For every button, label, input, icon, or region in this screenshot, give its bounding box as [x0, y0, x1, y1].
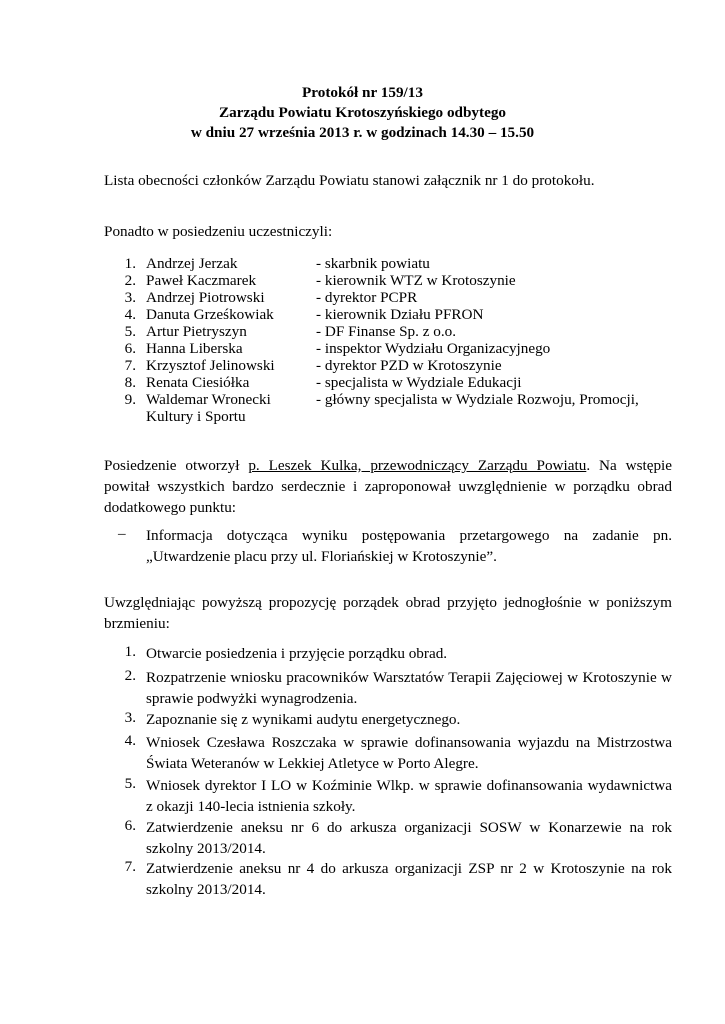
participant-role: - dyrektor PCPR [316, 289, 418, 306]
participant-role: - dyrektor PZD w Krotoszynie [316, 357, 502, 374]
participant-role: - DF Finanse Sp. z o.o. [316, 323, 457, 340]
participant-number: 5. [124, 323, 136, 340]
participant-name: Paweł Kaczmarek [146, 272, 257, 289]
agenda-item-number: 5. [124, 775, 136, 792]
added-agenda-point: Informacja dotycząca wyniku postępowania przetargowego na zadanie pn. „Utwardzenie placu przy ul. Floriańskiej w Krotoszynie”. [146, 527, 672, 565]
agenda-item-number: 1. [124, 643, 136, 660]
agenda-item-number: 7. [124, 858, 136, 875]
protocol-title: Protokół nr 159/13 [302, 84, 423, 101]
chairman-name: p. Leszek Kulka, przewodniczący Zarządu Powiatu [248, 457, 587, 474]
participant-name: Artur Pietryszyn [146, 323, 247, 340]
participant-number: 3. [124, 289, 136, 306]
agenda-item-text: Wniosek Czesława Roszczaka w sprawie dofinansowania wyjazdu na Mistrzostwa Świata Weteranów w Lekkiej Atletyce w Porto Alegre. [146, 734, 672, 772]
agenda-item-text: Zatwierdzenie aneksu nr 4 do arkusza organizacji ZSP nr 2 w Krotoszynie na rok szkolny 2013/2014. [146, 860, 672, 898]
participant-name: Andrzej Jerzak [146, 255, 238, 272]
agenda-item-text: Zapoznanie się z wynikami audytu energetycznego. [146, 711, 461, 728]
participant-role: - kierownik WTZ w Krotoszynie [316, 272, 516, 289]
agenda-item-text: Wniosek dyrektor I LO w Koźminie Wlkp. w sprawie dofinansowania wydawnictwa z okazji 140-lecia istnienia szkoły. [146, 777, 672, 815]
participant-role-continuation: Kultury i Sportu [146, 408, 246, 425]
agenda-item-text: Zatwierdzenie aneksu nr 6 do arkusza organizacji SOSW w Konarzewie na rok szkolny 2013/2014. [146, 819, 672, 857]
participant-number: 6. [124, 340, 136, 357]
agenda-item-number: 6. [124, 817, 136, 834]
agenda-item-number: 4. [124, 732, 136, 749]
participant-number: 7. [124, 357, 136, 374]
participant-role: - skarbnik powiatu [316, 255, 430, 272]
agenda-item-number: 2. [124, 667, 136, 684]
participant-name: Krzysztof Jelinowski [146, 357, 275, 374]
opening-suffix: . Na wstępie powitał wszystkich bardzo serdecznie i zaproponował uwzględnienie w porządku obrad dodatkowego punktu: [104, 457, 673, 516]
participant-role: - kierownik Działu PFRON [316, 306, 484, 323]
agenda-item-number: 3. [124, 709, 136, 726]
participant-number: 1. [124, 255, 136, 272]
participant-role: - inspektor Wydziału Organizacyjnego [316, 340, 551, 357]
participant-number: 9. [124, 391, 136, 408]
meeting-date-time: w dniu 27 września 2013 r. w godzinach 14.30 – 15.50 [190, 124, 535, 141]
participant-number: 4. [124, 306, 136, 323]
participant-role: - główny specjalista w Wydziale Rozwoju, Promocji, [316, 391, 639, 408]
participant-name: Waldemar Wronecki [146, 391, 271, 408]
participant-name: Andrzej Piotrowski [146, 289, 265, 306]
opening-prefix: Posiedzenie otworzył [104, 457, 249, 474]
board-name: Zarządu Powiatu Krotoszyńskiego odbytego [218, 104, 507, 121]
participants-intro: Ponadto w posiedzeniu uczestniczyli: [104, 223, 333, 240]
participant-name: Hanna Liberska [146, 340, 243, 357]
agenda-intro: Uwzględniając powyższą propozycję porządek obrad przyjęto jednogłośnie w poniższym brzmieniu: [104, 594, 672, 632]
participant-name: Renata Ciesiółka [146, 374, 250, 391]
agenda-item-text: Otwarcie posiedzenia i przyjęcie porządku obrad. [146, 645, 448, 662]
participant-number: 8. [124, 374, 136, 391]
attendance-note: Lista obecności członków Zarządu Powiatu stanowi załącznik nr 1 do protokołu. [104, 172, 595, 189]
participant-name: Danuta Grześkowiak [146, 306, 274, 323]
participant-number: 2. [124, 272, 136, 289]
dash-bullet: – [118, 525, 126, 542]
opening-paragraph [104, 455, 672, 518]
participant-role: - specjalista w Wydziale Edukacji [316, 374, 522, 391]
agenda-item-text: Rozpatrzenie wniosku pracowników Warsztatów Terapii Zajęciowej w Krotoszynie w sprawie podwyżki wynagrodzenia. [146, 669, 672, 707]
